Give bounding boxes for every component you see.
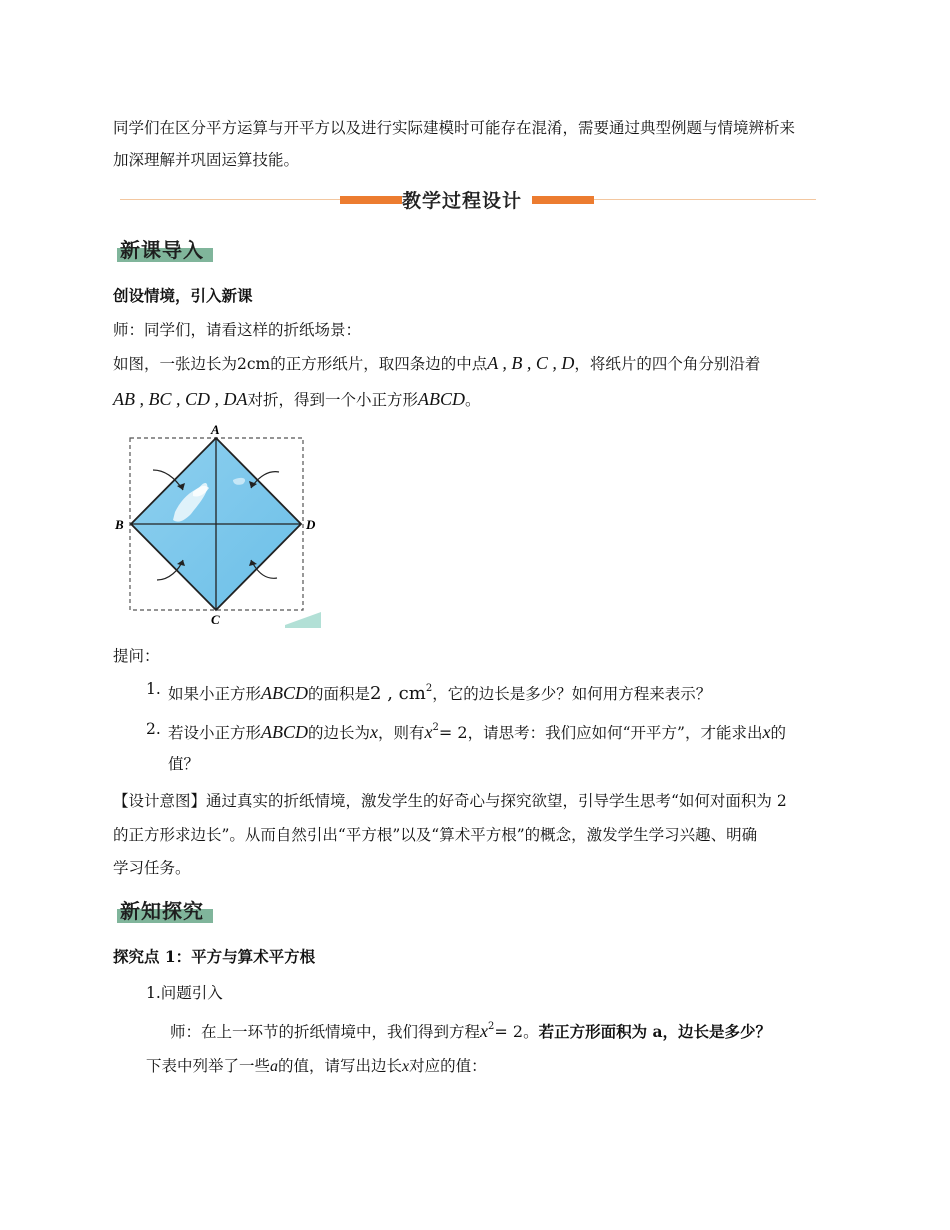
intro-line-1: 同学们在区分平方运算与开平方以及进行实际建模时可能存在混淆，需要通过典型例题与情境辨析来	[113, 119, 796, 137]
question-2-number: 2.	[146, 720, 161, 738]
question-1-number: 1.	[146, 680, 161, 698]
section2-heading: 探究点 1：平方与算术平方根	[113, 947, 316, 966]
design-intent-line-3: 学习任务。	[113, 859, 191, 877]
question-2-text: 若设小正方形ABCD的边长为x，则有$x^2= 2$，请思考：我们应如何“开平方”，才能求出x的	[168, 722, 786, 742]
section1-heading: 创设情境，引入新课	[113, 286, 253, 305]
section-tag-new-lesson: 新课导入	[117, 236, 213, 262]
teacher-question: 师：在上一环节的折纸情境中，我们得到方程$x^2= 2$。若正方形面积为 a，边长是多少？	[170, 1021, 772, 1041]
question-label: 提问：	[113, 647, 160, 665]
vertex-label-b: B	[115, 517, 124, 532]
intro-line-2: 加深理解并巩固运算技能。	[113, 151, 300, 169]
table-intro-line: 下表中列举了一些a的值，请写出边长x对应的值：	[146, 1057, 487, 1075]
divider-bar-left	[340, 196, 402, 204]
problem-intro-heading: 1.问题引入	[146, 984, 223, 1002]
question-2-continuation: 值？	[168, 755, 200, 773]
vertex-label-d: D	[306, 517, 316, 532]
paper-folding-figure	[113, 420, 328, 632]
section-tag-new-knowledge: 新知探究	[117, 897, 213, 923]
design-intent-line-2: 的正方形求边长”。从而自然引出“平方根”以及“算术平方根”的概念，激发学生学习兴趣、明确	[113, 826, 758, 844]
vertex-label-a: A	[211, 422, 220, 437]
vertex-label-c: C	[211, 612, 220, 627]
divider-line-left	[120, 199, 340, 200]
figure-description-line-2: AB , BC , CD , DA对折，得到一个小正方形ABCD。	[113, 389, 481, 409]
figure-description-line-1: 如图，一张边长为2cm的正方形纸片，取四条边的中点A , B , C , D，将纸片的四个角分别沿着	[113, 353, 761, 373]
question-1-text: 如果小正方形ABCD的面积是2 , $cm^2$，它的边长是多少？如何用方程来表示？	[168, 683, 712, 704]
teacher-line: 师：同学们，请看这样的折纸场景：	[113, 321, 362, 339]
divider-bar-right	[532, 196, 594, 204]
section-divider-title: 教学过程设计	[402, 190, 523, 212]
design-intent-line-1: 【设计意图】通过真实的折纸情境，激发学生的好奇心与探究欲望，引导学生思考“如何对面积为 2	[113, 792, 787, 810]
divider-line-right	[594, 199, 816, 200]
